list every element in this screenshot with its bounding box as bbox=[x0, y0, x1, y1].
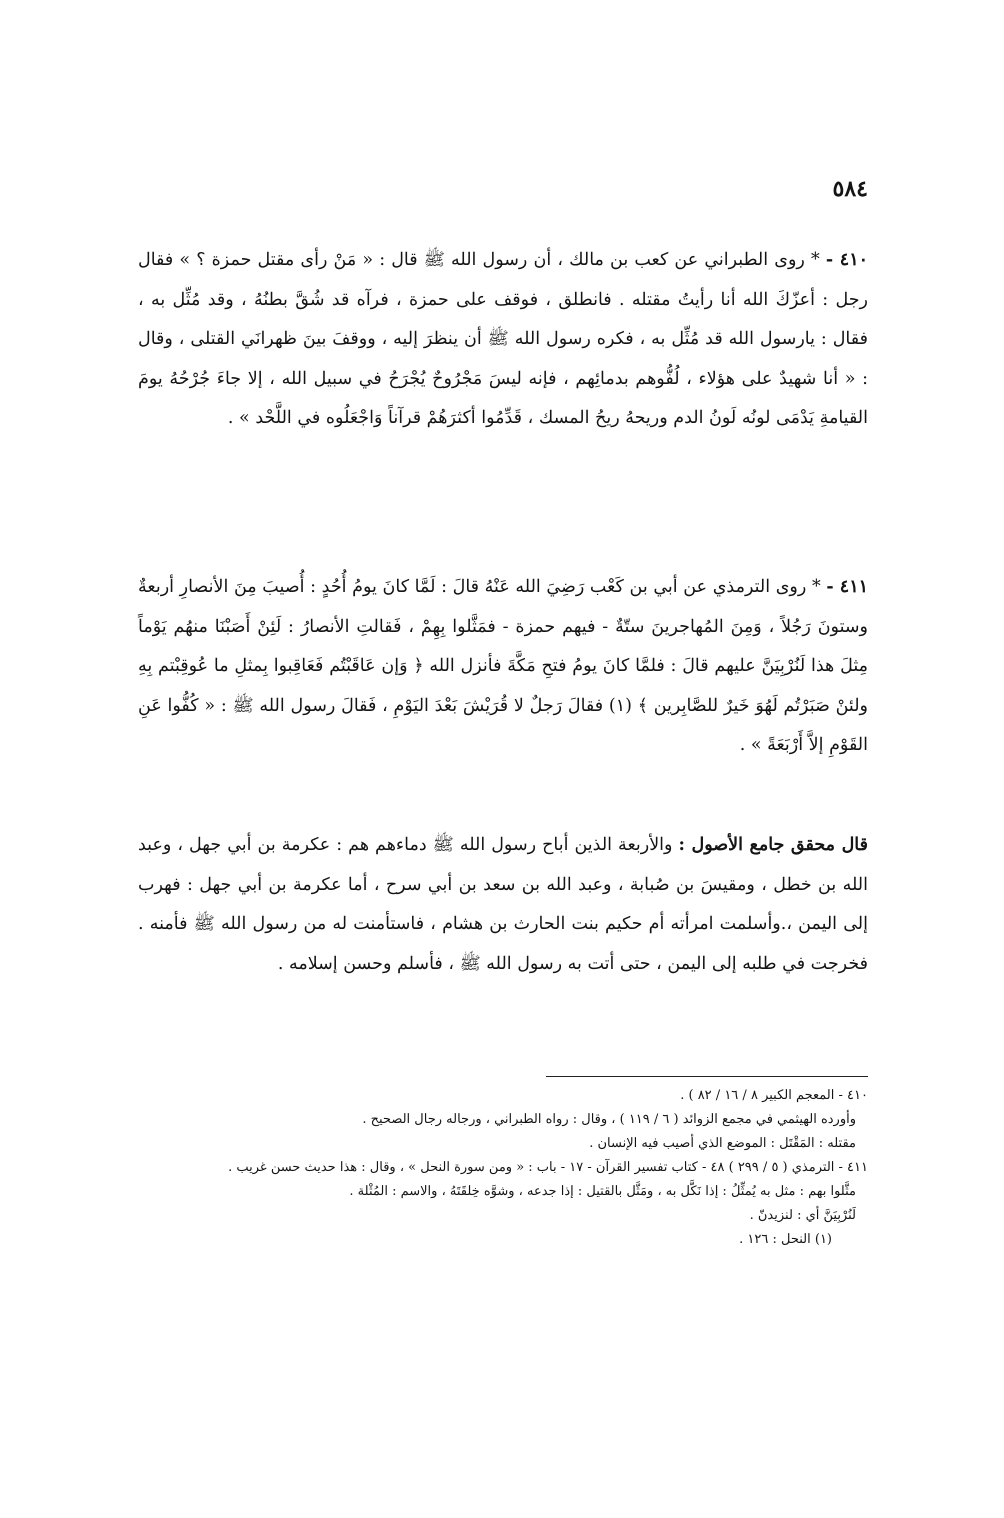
hadith-number: ٤١٠ - bbox=[825, 250, 868, 270]
footnote-line: مثَّلوا بهم : مثل به يُمثِّلُ : إذا نَكَّل به ، ومَثَّل بالقتيل : إذا جدعه ، وشوَّه خِلقَتَهُ ، والاسم : المُثْلة . bbox=[349, 1184, 856, 1199]
comment-lead: قال محقق جامع الأصول : bbox=[678, 835, 868, 855]
hadith-text: * روى الطبراني عن كعب بن مالك ، أن رسول الله ﷺ قال : « مَنْ رأى مقتل حمزة ؟ » فقال رجل : أعزّكَ الله أنا رأيتُ مقتله . فانطلق ، فوقف على حمزة ، فرآه قد شُقَّ بطنُهُ ، وقد مُثِّل به ، فقال : يارسول الله قد مُثِّل به ، فكره رسول الله ﷺ أن ينظرَ إليه ، ووقفَ بينَ ظهرانَي القتلى ، وقال : « أنا شهيدٌ على هؤلاء ، لُفُّوهم بدمائِهم ، فإنه ليسَ مَجْرُوحٌ يُجْرَحُ في سبيل الله ، إلا جاءَ جُرْحُهُ يومَ القيامةِ يَدْمَى لونُه لَونُ الدم وريحهُ ريحُ المسك ، قَدِّمُوا أكثرَهُمْ قرآناً وَاجْعَلُوه في اللَّحْد » . bbox=[138, 250, 868, 428]
footnote-line: ٤١٠ - المعجم الكبير ٨ / ١٦ / ٨٢ ) . bbox=[680, 1088, 868, 1103]
comment-text: والأربعة الذين أباح رسول الله ﷺ دماءهم هم : عكرمة بن أبي جهل ، وعبد الله بن خطل ، ومقيسَ بن صُبابة ، وعبد الله بن سعد بن أبي سرح ، أما عكرمة بن أبي جهل : فهرب إلى اليمن ،.وأسلمت امرأته أم حكيم بنت الحارث بن هشام ، فاستأمنت له من رسول الله ﷺ فأمنه . فخرجت في طلبه إلى اليمن ، حتى أتت به رسول الله ﷺ ، فأسلم وحسن إسلامه . bbox=[138, 835, 869, 974]
footnotes bbox=[138, 1084, 868, 1252]
hadith-text: * روى الترمذي عن أبي بن كَعْب رَضِيَ الله عَنْهُ قالَ : لَمَّا كانَ يومُ أُحُدٍ : أُصيبَ مِنَ الأنصارِ أربعةٌ وستونَ رَجُلاً ، وَمِنَ المُهاجرينَ ستّةٌ - فيهم حمزة - فمَثَّلوا بِهِمْ ، فَقالتِ الأنصارُ : لَئِنْ أَصَبْنَا منهُم يَوْماً مِثلَ هذا لَنُرْبِيَنَّ عليهم قالَ : فلمَّا كانَ يومُ فتحِ مَكَّةَ فأنزل الله ﴿ وَإن عَاقَبْتُم فَعَاقِبوا بِمثلِ ما عُوقِبْتم بِهِ ولئنْ صَبَرْتُم لَهُوَ خَيرٌ للصَّابِرين ﴾ (١) فقالَ رَجلٌ لا قُرَيْشَ بَعْدَ اليَوْمِ ، فَقالَ رسول الله ﷺ : « كُفُّوا عَنِ القَوْمِ إلاَّ أَرْبَعَةً » . bbox=[138, 577, 868, 755]
footnote-line: وأورده الهيثمي في مجمع الزوائد ( ٦ / ١١٩ ) ، وقال : رواه الطبراني ، ورجاله رجال الصحيح . bbox=[362, 1112, 856, 1127]
paragraph-410 bbox=[138, 241, 868, 439]
paragraph-411 bbox=[138, 568, 868, 766]
footnote-line: لَنُرْبِيَنَّ أي : لنزيدنّ . bbox=[749, 1208, 856, 1223]
hadith-number: ٤١١ - bbox=[826, 577, 868, 597]
editor-comment bbox=[138, 826, 868, 984]
page-number: ٥٨٤ bbox=[832, 176, 868, 202]
footnote-line: (١) النحل : ١٢٦ . bbox=[739, 1232, 832, 1247]
footnote-divider bbox=[546, 1076, 868, 1077]
footnote-line: مقتله : المَقْتَل : الموضع الذي أصيب فيه الإنسان . bbox=[589, 1136, 856, 1151]
footnote-line: ٤١١ - الترمذي ( ٥ / ٢٩٩ ) ٤٨ - كتاب تفسير القرآن - ١٧ - باب : « ومن سورة النحل » ، وقال : هذا حديث حسن غريب . bbox=[228, 1160, 868, 1175]
